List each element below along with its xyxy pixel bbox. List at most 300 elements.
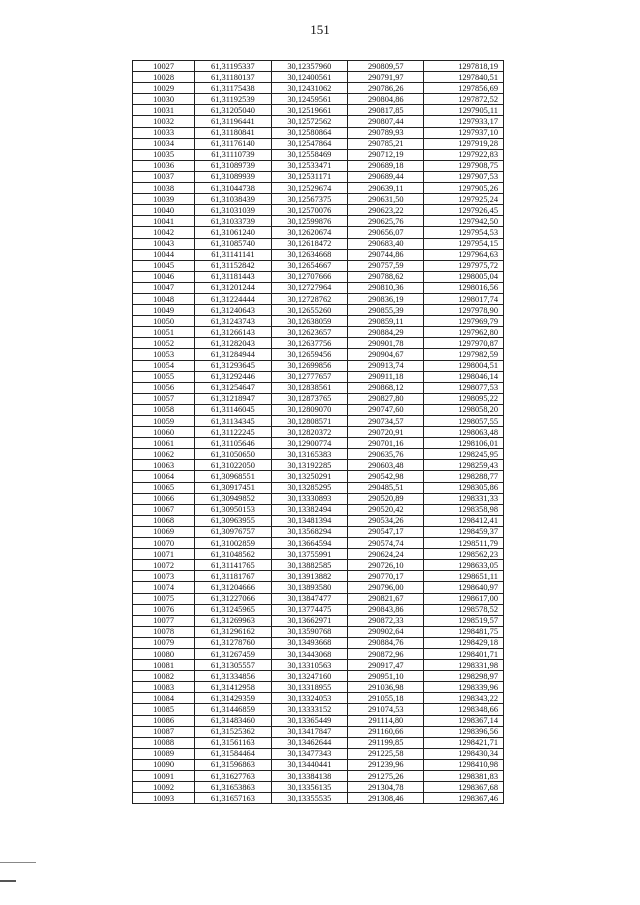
longitude-cell: 30,13333152 bbox=[271, 704, 347, 715]
longitude-cell: 30,12699856 bbox=[271, 360, 347, 371]
point-number-cell: 10088 bbox=[133, 737, 195, 748]
y-coordinate-cell: 1298578,52 bbox=[424, 604, 504, 615]
x-coordinate-cell: 290689,44 bbox=[348, 171, 424, 182]
table-row bbox=[133, 227, 504, 238]
page-number: 151 bbox=[310, 22, 330, 37]
latitude-cell: 61,31048562 bbox=[195, 549, 271, 560]
longitude-cell: 30,12567375 bbox=[271, 194, 347, 205]
table-row bbox=[133, 593, 504, 604]
longitude-cell: 30,12838561 bbox=[271, 382, 347, 393]
point-number-cell: 10028 bbox=[133, 72, 195, 83]
x-coordinate-cell: 290757,59 bbox=[348, 260, 424, 271]
latitude-cell: 61,31022050 bbox=[195, 460, 271, 471]
table-row bbox=[133, 737, 504, 748]
y-coordinate-cell: 1298077,53 bbox=[424, 382, 504, 393]
longitude-cell: 30,13568294 bbox=[271, 526, 347, 537]
longitude-cell: 30,12599876 bbox=[271, 216, 347, 227]
y-coordinate-cell: 1297978,90 bbox=[424, 305, 504, 316]
table-row bbox=[133, 648, 504, 659]
x-coordinate-cell: 290635,76 bbox=[348, 449, 424, 460]
longitude-cell: 30,12400561 bbox=[271, 72, 347, 83]
y-coordinate-cell: 1298633,05 bbox=[424, 560, 504, 571]
x-coordinate-cell: 291036,98 bbox=[348, 682, 424, 693]
y-coordinate-cell: 1298259,43 bbox=[424, 460, 504, 471]
x-coordinate-cell: 290788,62 bbox=[348, 271, 424, 282]
longitude-cell: 30,13247160 bbox=[271, 671, 347, 682]
longitude-cell: 30,13355535 bbox=[271, 793, 347, 804]
y-coordinate-cell: 1297908,75 bbox=[424, 160, 504, 171]
table-row bbox=[133, 404, 504, 415]
point-number-cell: 10053 bbox=[133, 349, 195, 360]
y-coordinate-cell: 1297982,59 bbox=[424, 349, 504, 360]
y-coordinate-cell: 1298367,14 bbox=[424, 715, 504, 726]
latitude-cell: 61,31180841 bbox=[195, 127, 271, 138]
latitude-cell: 61,31584464 bbox=[195, 748, 271, 759]
longitude-cell: 30,12637756 bbox=[271, 338, 347, 349]
point-number-cell: 10087 bbox=[133, 726, 195, 737]
longitude-cell: 30,13365449 bbox=[271, 715, 347, 726]
table-row bbox=[133, 271, 504, 282]
table-row bbox=[133, 83, 504, 94]
y-coordinate-cell: 1298519,57 bbox=[424, 615, 504, 626]
point-number-cell: 10057 bbox=[133, 393, 195, 404]
y-coordinate-cell: 1297942,50 bbox=[424, 216, 504, 227]
longitude-cell: 30,12558469 bbox=[271, 149, 347, 160]
longitude-cell: 30,12777657 bbox=[271, 371, 347, 382]
table-row bbox=[133, 238, 504, 249]
y-coordinate-cell: 1297962,80 bbox=[424, 327, 504, 338]
point-number-cell: 10054 bbox=[133, 360, 195, 371]
point-number-cell: 10089 bbox=[133, 748, 195, 759]
y-coordinate-cell: 1298459,37 bbox=[424, 526, 504, 537]
y-coordinate-cell: 1298343,22 bbox=[424, 693, 504, 704]
x-coordinate-cell: 290917,47 bbox=[348, 660, 424, 671]
x-coordinate-cell: 290726,10 bbox=[348, 560, 424, 571]
x-coordinate-cell: 290902,64 bbox=[348, 626, 424, 637]
table-row bbox=[133, 205, 504, 216]
table-row bbox=[133, 493, 504, 504]
point-number-cell: 10092 bbox=[133, 782, 195, 793]
x-coordinate-cell: 290747,60 bbox=[348, 404, 424, 415]
latitude-cell: 61,31089939 bbox=[195, 171, 271, 182]
x-coordinate-cell: 290809,57 bbox=[348, 61, 424, 72]
latitude-cell: 61,31134345 bbox=[195, 416, 271, 427]
table-row bbox=[133, 338, 504, 349]
longitude-cell: 30,12809070 bbox=[271, 404, 347, 415]
latitude-cell: 61,31292446 bbox=[195, 371, 271, 382]
latitude-cell: 61,31412958 bbox=[195, 682, 271, 693]
latitude-cell: 61,31110739 bbox=[195, 149, 271, 160]
table-row bbox=[133, 715, 504, 726]
latitude-cell: 61,31195337 bbox=[195, 61, 271, 72]
latitude-cell: 61,31224444 bbox=[195, 293, 271, 304]
table-row bbox=[133, 759, 504, 770]
latitude-cell: 61,31278760 bbox=[195, 637, 271, 648]
longitude-cell: 30,12654667 bbox=[271, 260, 347, 271]
latitude-cell: 61,31657163 bbox=[195, 793, 271, 804]
x-coordinate-cell: 291225,58 bbox=[348, 748, 424, 759]
longitude-cell: 30,13250291 bbox=[271, 471, 347, 482]
latitude-cell: 61,31141141 bbox=[195, 249, 271, 260]
point-number-cell: 10031 bbox=[133, 105, 195, 116]
table-row bbox=[133, 460, 504, 471]
longitude-cell: 30,13310563 bbox=[271, 660, 347, 671]
x-coordinate-cell: 290868,12 bbox=[348, 382, 424, 393]
longitude-cell: 30,12707666 bbox=[271, 271, 347, 282]
latitude-cell: 61,31181443 bbox=[195, 271, 271, 282]
y-coordinate-cell: 1298481,75 bbox=[424, 626, 504, 637]
x-coordinate-cell: 290656,07 bbox=[348, 227, 424, 238]
point-number-cell: 10077 bbox=[133, 615, 195, 626]
y-coordinate-cell: 1297954,53 bbox=[424, 227, 504, 238]
longitude-cell: 30,12655260 bbox=[271, 305, 347, 316]
point-number-cell: 10059 bbox=[133, 416, 195, 427]
longitude-cell: 30,12820372 bbox=[271, 427, 347, 438]
latitude-cell: 61,31245965 bbox=[195, 604, 271, 615]
y-coordinate-cell: 1297856,69 bbox=[424, 83, 504, 94]
y-coordinate-cell: 1298331,33 bbox=[424, 493, 504, 504]
point-number-cell: 10058 bbox=[133, 404, 195, 415]
y-coordinate-cell: 1298339,96 bbox=[424, 682, 504, 693]
x-coordinate-cell: 290701,16 bbox=[348, 438, 424, 449]
longitude-cell: 30,13662971 bbox=[271, 615, 347, 626]
x-coordinate-cell: 290951,10 bbox=[348, 671, 424, 682]
point-number-cell: 10038 bbox=[133, 183, 195, 194]
table-row bbox=[133, 604, 504, 615]
y-coordinate-cell: 1297919,28 bbox=[424, 138, 504, 149]
x-coordinate-cell: 290520,89 bbox=[348, 493, 424, 504]
table-row bbox=[133, 671, 504, 682]
longitude-cell: 30,12728762 bbox=[271, 293, 347, 304]
latitude-cell: 61,31334856 bbox=[195, 671, 271, 682]
table-row bbox=[133, 626, 504, 637]
y-coordinate-cell: 1298057,55 bbox=[424, 416, 504, 427]
table-row bbox=[133, 360, 504, 371]
table-row bbox=[133, 127, 504, 138]
y-coordinate-cell: 1298017,74 bbox=[424, 293, 504, 304]
latitude-cell: 61,31596863 bbox=[195, 759, 271, 770]
table-row bbox=[133, 549, 504, 560]
y-coordinate-cell: 1298331,98 bbox=[424, 660, 504, 671]
y-coordinate-cell: 1298358,98 bbox=[424, 504, 504, 515]
latitude-cell: 61,31305557 bbox=[195, 660, 271, 671]
point-number-cell: 10067 bbox=[133, 504, 195, 515]
table-row bbox=[133, 704, 504, 715]
y-coordinate-cell: 1298401,71 bbox=[424, 648, 504, 659]
point-number-cell: 10072 bbox=[133, 560, 195, 571]
table-row bbox=[133, 515, 504, 526]
table-row bbox=[133, 282, 504, 293]
point-number-cell: 10034 bbox=[133, 138, 195, 149]
table-row bbox=[133, 660, 504, 671]
point-number-cell: 10070 bbox=[133, 538, 195, 549]
x-coordinate-cell: 290639,11 bbox=[348, 183, 424, 194]
longitude-cell: 30,13590768 bbox=[271, 626, 347, 637]
point-number-cell: 10085 bbox=[133, 704, 195, 715]
longitude-cell: 30,13324053 bbox=[271, 693, 347, 704]
x-coordinate-cell: 290884,29 bbox=[348, 327, 424, 338]
table-row bbox=[133, 427, 504, 438]
y-coordinate-cell: 1297975,72 bbox=[424, 260, 504, 271]
y-coordinate-cell: 1297954,15 bbox=[424, 238, 504, 249]
point-number-cell: 10075 bbox=[133, 593, 195, 604]
longitude-cell: 30,13192285 bbox=[271, 460, 347, 471]
table-row bbox=[133, 560, 504, 571]
latitude-cell: 61,31293645 bbox=[195, 360, 271, 371]
point-number-cell: 10084 bbox=[133, 693, 195, 704]
table-row bbox=[133, 183, 504, 194]
x-coordinate-cell: 290791,97 bbox=[348, 72, 424, 83]
y-coordinate-cell: 1298421,71 bbox=[424, 737, 504, 748]
latitude-cell: 61,31653863 bbox=[195, 782, 271, 793]
point-number-cell: 10062 bbox=[133, 449, 195, 460]
point-number-cell: 10047 bbox=[133, 282, 195, 293]
point-number-cell: 10051 bbox=[133, 327, 195, 338]
longitude-cell: 30,12623657 bbox=[271, 327, 347, 338]
point-number-cell: 10091 bbox=[133, 771, 195, 782]
longitude-cell: 30,12727964 bbox=[271, 282, 347, 293]
x-coordinate-cell: 291160,66 bbox=[348, 726, 424, 737]
table-row bbox=[133, 138, 504, 149]
point-number-cell: 10063 bbox=[133, 460, 195, 471]
longitude-cell: 30,12529674 bbox=[271, 183, 347, 194]
y-coordinate-cell: 1298412,41 bbox=[424, 515, 504, 526]
table-row bbox=[133, 438, 504, 449]
x-coordinate-cell: 290720,91 bbox=[348, 427, 424, 438]
longitude-cell: 30,13755991 bbox=[271, 549, 347, 560]
table-row bbox=[133, 526, 504, 537]
table-row bbox=[133, 571, 504, 582]
x-coordinate-cell: 290911,18 bbox=[348, 371, 424, 382]
table-row bbox=[133, 793, 504, 804]
point-number-cell: 10060 bbox=[133, 427, 195, 438]
table-row bbox=[133, 160, 504, 171]
longitude-cell: 30,12357960 bbox=[271, 61, 347, 72]
latitude-cell: 61,31284944 bbox=[195, 349, 271, 360]
x-coordinate-cell: 290631,50 bbox=[348, 194, 424, 205]
x-coordinate-cell: 290712,19 bbox=[348, 149, 424, 160]
table-row bbox=[133, 615, 504, 626]
longitude-cell: 30,12531171 bbox=[271, 171, 347, 182]
latitude-cell: 61,30950153 bbox=[195, 504, 271, 515]
latitude-cell: 61,31152842 bbox=[195, 260, 271, 271]
point-number-cell: 10082 bbox=[133, 671, 195, 682]
x-coordinate-cell: 291114,80 bbox=[348, 715, 424, 726]
point-number-cell: 10030 bbox=[133, 94, 195, 105]
y-coordinate-cell: 1297933,17 bbox=[424, 116, 504, 127]
point-number-cell: 10093 bbox=[133, 793, 195, 804]
point-number-cell: 10078 bbox=[133, 626, 195, 637]
point-number-cell: 10068 bbox=[133, 515, 195, 526]
x-coordinate-cell: 290855,39 bbox=[348, 305, 424, 316]
point-number-cell: 10076 bbox=[133, 604, 195, 615]
x-coordinate-cell: 290804,86 bbox=[348, 94, 424, 105]
latitude-cell: 61,31038439 bbox=[195, 194, 271, 205]
latitude-cell: 61,31243743 bbox=[195, 316, 271, 327]
table-row bbox=[133, 782, 504, 793]
latitude-cell: 61,31429359 bbox=[195, 693, 271, 704]
x-coordinate-cell: 290843,86 bbox=[348, 604, 424, 615]
x-coordinate-cell: 290913,74 bbox=[348, 360, 424, 371]
y-coordinate-cell: 1298367,68 bbox=[424, 782, 504, 793]
x-coordinate-cell: 291275,26 bbox=[348, 771, 424, 782]
x-coordinate-cell: 290542,98 bbox=[348, 471, 424, 482]
latitude-cell: 61,31266143 bbox=[195, 327, 271, 338]
latitude-cell: 61,30917451 bbox=[195, 482, 271, 493]
point-number-cell: 10036 bbox=[133, 160, 195, 171]
y-coordinate-cell: 1298298,97 bbox=[424, 671, 504, 682]
x-coordinate-cell: 290789,93 bbox=[348, 127, 424, 138]
y-coordinate-cell: 1298046,14 bbox=[424, 371, 504, 382]
point-number-cell: 10041 bbox=[133, 216, 195, 227]
x-coordinate-cell: 291239,96 bbox=[348, 759, 424, 770]
latitude-cell: 61,31201244 bbox=[195, 282, 271, 293]
x-coordinate-cell: 290884,76 bbox=[348, 637, 424, 648]
latitude-cell: 61,31175438 bbox=[195, 83, 271, 94]
longitude-cell: 30,13417847 bbox=[271, 726, 347, 737]
table-row bbox=[133, 249, 504, 260]
longitude-cell: 30,12572562 bbox=[271, 116, 347, 127]
table-row bbox=[133, 94, 504, 105]
longitude-cell: 30,12638059 bbox=[271, 316, 347, 327]
table-row bbox=[133, 393, 504, 404]
longitude-cell: 30,12900774 bbox=[271, 438, 347, 449]
y-coordinate-cell: 1298381,83 bbox=[424, 771, 504, 782]
table-row bbox=[133, 449, 504, 460]
latitude-cell: 61,31227066 bbox=[195, 593, 271, 604]
x-coordinate-cell: 290796,00 bbox=[348, 582, 424, 593]
y-coordinate-cell: 1297907,53 bbox=[424, 171, 504, 182]
longitude-cell: 30,13893580 bbox=[271, 582, 347, 593]
latitude-cell: 61,31267459 bbox=[195, 648, 271, 659]
x-coordinate-cell: 290785,21 bbox=[348, 138, 424, 149]
latitude-cell: 61,31205040 bbox=[195, 105, 271, 116]
longitude-cell: 30,13882585 bbox=[271, 560, 347, 571]
table-row bbox=[133, 105, 504, 116]
y-coordinate-cell: 1298429,18 bbox=[424, 637, 504, 648]
latitude-cell: 61,31105646 bbox=[195, 438, 271, 449]
latitude-cell: 61,31085740 bbox=[195, 238, 271, 249]
latitude-cell: 61,30949852 bbox=[195, 493, 271, 504]
table-row bbox=[133, 327, 504, 338]
y-coordinate-cell: 1297840,51 bbox=[424, 72, 504, 83]
latitude-cell: 61,31122245 bbox=[195, 427, 271, 438]
x-coordinate-cell: 290872,33 bbox=[348, 615, 424, 626]
longitude-cell: 30,12519661 bbox=[271, 105, 347, 116]
point-number-cell: 10035 bbox=[133, 149, 195, 160]
y-coordinate-cell: 1298058,20 bbox=[424, 404, 504, 415]
latitude-cell: 61,30968551 bbox=[195, 471, 271, 482]
longitude-cell: 30,13356135 bbox=[271, 782, 347, 793]
latitude-cell: 61,30963955 bbox=[195, 515, 271, 526]
y-coordinate-cell: 1297970,87 bbox=[424, 338, 504, 349]
latitude-cell: 61,31525362 bbox=[195, 726, 271, 737]
point-number-cell: 10090 bbox=[133, 759, 195, 770]
point-number-cell: 10086 bbox=[133, 715, 195, 726]
point-number-cell: 10032 bbox=[133, 116, 195, 127]
point-number-cell: 10071 bbox=[133, 549, 195, 560]
table-row bbox=[133, 194, 504, 205]
longitude-cell: 30,12620674 bbox=[271, 227, 347, 238]
longitude-cell: 30,13285295 bbox=[271, 482, 347, 493]
point-number-cell: 10055 bbox=[133, 371, 195, 382]
x-coordinate-cell: 290872,96 bbox=[348, 648, 424, 659]
x-coordinate-cell: 290485,51 bbox=[348, 482, 424, 493]
y-coordinate-cell: 1298430,34 bbox=[424, 748, 504, 759]
point-number-cell: 10066 bbox=[133, 493, 195, 504]
longitude-cell: 30,12570076 bbox=[271, 205, 347, 216]
table-row bbox=[133, 216, 504, 227]
latitude-cell: 61,31089739 bbox=[195, 160, 271, 171]
latitude-cell: 61,31002859 bbox=[195, 538, 271, 549]
point-number-cell: 10049 bbox=[133, 305, 195, 316]
y-coordinate-cell: 1298063,48 bbox=[424, 427, 504, 438]
x-coordinate-cell: 290901,78 bbox=[348, 338, 424, 349]
table-row bbox=[133, 116, 504, 127]
point-number-cell: 10043 bbox=[133, 238, 195, 249]
x-coordinate-cell: 290734,57 bbox=[348, 416, 424, 427]
y-coordinate-cell: 1297937,10 bbox=[424, 127, 504, 138]
y-coordinate-cell: 1297818,19 bbox=[424, 61, 504, 72]
longitude-cell: 30,12547864 bbox=[271, 138, 347, 149]
latitude-cell: 61,31196441 bbox=[195, 116, 271, 127]
table-row bbox=[133, 748, 504, 759]
table-row bbox=[133, 693, 504, 704]
y-coordinate-cell: 1298004,51 bbox=[424, 360, 504, 371]
x-coordinate-cell: 290827,80 bbox=[348, 393, 424, 404]
latitude-cell: 61,31192539 bbox=[195, 94, 271, 105]
x-coordinate-cell: 290786,26 bbox=[348, 83, 424, 94]
latitude-cell: 61,31282043 bbox=[195, 338, 271, 349]
table-row bbox=[133, 61, 504, 72]
y-coordinate-cell: 1298245,95 bbox=[424, 449, 504, 460]
y-coordinate-cell: 1298367,46 bbox=[424, 793, 504, 804]
table-row bbox=[133, 504, 504, 515]
x-coordinate-cell: 290807,44 bbox=[348, 116, 424, 127]
longitude-cell: 30,13440441 bbox=[271, 759, 347, 770]
x-coordinate-cell: 290859,11 bbox=[348, 316, 424, 327]
longitude-cell: 30,13330893 bbox=[271, 493, 347, 504]
x-coordinate-cell: 291199,85 bbox=[348, 737, 424, 748]
point-number-cell: 10083 bbox=[133, 682, 195, 693]
y-coordinate-cell: 1298095,22 bbox=[424, 393, 504, 404]
point-number-cell: 10074 bbox=[133, 582, 195, 593]
latitude-cell: 61,31180137 bbox=[195, 72, 271, 83]
x-coordinate-cell: 290817,85 bbox=[348, 105, 424, 116]
longitude-cell: 30,13318955 bbox=[271, 682, 347, 693]
latitude-cell: 61,31218947 bbox=[195, 393, 271, 404]
longitude-cell: 30,13477343 bbox=[271, 748, 347, 759]
latitude-cell: 61,31050650 bbox=[195, 449, 271, 460]
y-coordinate-cell: 1297872,52 bbox=[424, 94, 504, 105]
y-coordinate-cell: 1297905,11 bbox=[424, 105, 504, 116]
latitude-cell: 61,30976757 bbox=[195, 526, 271, 537]
longitude-cell: 30,12618472 bbox=[271, 238, 347, 249]
y-coordinate-cell: 1298562,23 bbox=[424, 549, 504, 560]
point-number-cell: 10065 bbox=[133, 482, 195, 493]
table-row bbox=[133, 582, 504, 593]
longitude-cell: 30,13382494 bbox=[271, 504, 347, 515]
point-number-cell: 10081 bbox=[133, 660, 195, 671]
longitude-cell: 30,13462644 bbox=[271, 737, 347, 748]
point-number-cell: 10039 bbox=[133, 194, 195, 205]
latitude-cell: 61,31483460 bbox=[195, 715, 271, 726]
x-coordinate-cell: 290574,74 bbox=[348, 538, 424, 549]
point-number-cell: 10052 bbox=[133, 338, 195, 349]
longitude-cell: 30,13913882 bbox=[271, 571, 347, 582]
longitude-cell: 30,13847477 bbox=[271, 593, 347, 604]
latitude-cell: 61,31033739 bbox=[195, 216, 271, 227]
